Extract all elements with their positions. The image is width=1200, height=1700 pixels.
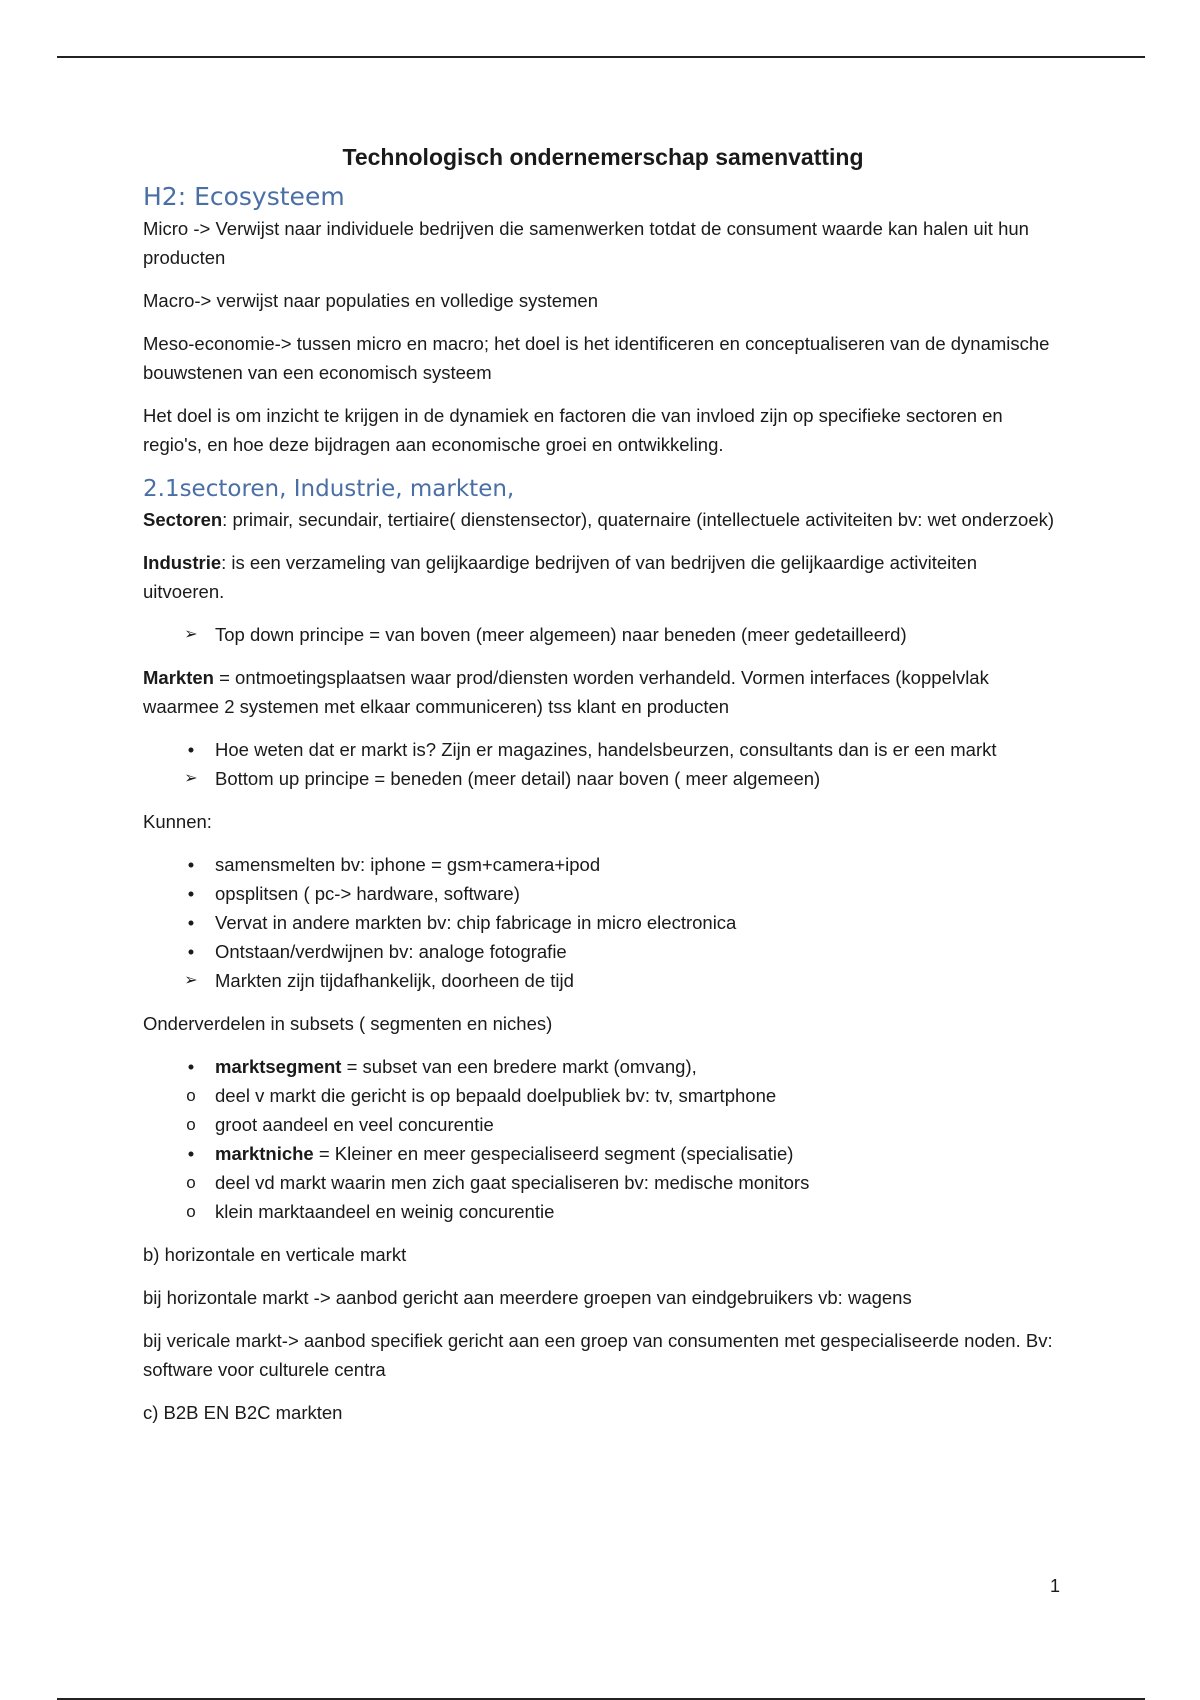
bullet-icon: • [187, 739, 195, 760]
paragraph-micro: Micro -> Verwijst naar individuele bedrijven die samenwerken totdat de consument waarde kan halen uit hun producten [143, 218, 1029, 268]
paragraph-industrie [143, 548, 1063, 606]
list-item-text: = subset van een bredere markt (omvang), [341, 1056, 697, 1077]
paragraph-verticaal: bij vericale markt-> aanbod specifiek gericht aan een groep van consumenten met gespecialiseerde noden. Bv: software voor culturele centra [143, 1330, 1053, 1380]
bullet-icon: • [187, 1143, 195, 1164]
subsets-list [143, 1052, 1063, 1226]
kunnen-label: Kunnen: [143, 811, 212, 832]
arrow-bullet-icon: ➢ [184, 972, 198, 989]
list-item-text: Vervat in andere markten bv: chip fabricage in micro electronica [215, 912, 737, 933]
bullet-icon: • [187, 1056, 195, 1077]
text-industrie: : is een verzameling van gelijkaardige bedrijven of van bedrijven die gelijkaardige activiteiten uitvoeren. [143, 552, 977, 602]
list-item [143, 966, 1063, 995]
paragraph-horizontaal: bij horizontale markt -> aanbod gericht aan meerdere groepen van eindgebruikers vb: wagens [143, 1287, 912, 1308]
top-down-list [143, 620, 1063, 649]
list-item [143, 764, 1063, 793]
bullet-icon: • [187, 854, 195, 875]
list-item-text: opsplitsen ( pc-> hardware, software) [215, 883, 520, 904]
bullet-icon: • [187, 883, 195, 904]
list-item-text: deel v markt die gericht is op bepaald doelpubliek bv: tv, smartphone [215, 1085, 777, 1106]
list-item [143, 879, 1063, 908]
text-markten: = ontmoetingsplaatsen waar prod/diensten worden verhandeld. Vormen interfaces (koppelvlak waarmee 2 systemen met elkaar communiceren) tss klant en producten [143, 667, 989, 717]
paragraph-markten [143, 663, 1063, 721]
markten-list [143, 735, 1063, 793]
list-item [143, 1168, 1063, 1197]
paragraph-macro: Macro-> verwijst naar populaties en volledige systemen [143, 290, 599, 311]
list-item-text: Ontstaan/verdwijnen bv: analoge fotografie [215, 941, 567, 962]
page-number: 1 [1049, 1576, 1060, 1596]
list-item-text: = Kleiner en meer gespecialiseerd segment (specialisatie) [313, 1143, 794, 1164]
heading-sectoren: 2.1sectoren, Industrie, markten, [143, 476, 515, 502]
onderverdelen-label: Onderverdelen in subsets ( segmenten en niches) [143, 1013, 553, 1034]
term-industrie: Industrie [143, 552, 222, 573]
paragraph-sectoren [143, 505, 1063, 534]
list-item [143, 850, 1063, 879]
list-item [143, 937, 1063, 966]
list-item-text: Hoe weten dat er markt is? Zijn er magazines, handelsbeurzen, consultants dan is er een markt [215, 739, 997, 760]
list-item-text: klein marktaandeel en weinig concurentie [215, 1201, 555, 1222]
bullet-icon: • [187, 912, 195, 933]
term-sectoren: Sectoren [143, 509, 223, 530]
list-item [143, 1052, 1063, 1081]
header-rule [57, 56, 1145, 58]
list-item [143, 735, 1063, 764]
text-sectoren: : primair, secundair, tertiaire( dienstensector), quaternaire (intellectuele activiteiten bv: wet onderzoek) [222, 509, 1055, 530]
term-marktniche: marktniche [215, 1143, 314, 1164]
list-item-text: groot aandeel en veel concurentie [215, 1114, 494, 1135]
list-item [143, 1139, 1063, 1168]
term-markten: Markten [143, 667, 214, 688]
arrow-bullet-icon: ➢ [184, 770, 198, 787]
list-item-text: deel vd markt waarin men zich gaat specialiseren bv: medische monitors [215, 1172, 810, 1193]
document-title: Technologisch ondernemerschap samenvatting [342, 144, 864, 170]
arrow-bullet-icon: ➢ [184, 626, 198, 643]
circle-bullet-icon: o [186, 1202, 196, 1221]
document-body [143, 140, 1063, 1441]
heading-ecosysteem: H2: Ecosysteem [143, 182, 345, 211]
list-item [143, 1110, 1063, 1139]
circle-bullet-icon: o [186, 1115, 196, 1134]
circle-bullet-icon: o [186, 1086, 196, 1105]
list-item-text: samensmelten bv: iphone = gsm+camera+ipod [215, 854, 601, 875]
list-item-text: Bottom up principe = beneden (meer detail) naar boven ( meer algemeen) [215, 768, 821, 789]
bullet-icon: • [187, 941, 195, 962]
list-item [143, 620, 1063, 649]
list-item-text: Markten zijn tijdafhankelijk, doorheen de tijd [215, 970, 574, 991]
paragraph-doel: Het doel is om inzicht te krijgen in de dynamiek en factoren die van invloed zijn op specifieke sectoren en regio's, en hoe deze bijdragen aan economische groei en ontwikkeling. [143, 405, 1003, 455]
term-marktsegment: marktsegment [215, 1056, 342, 1077]
kunnen-list [143, 850, 1063, 995]
circle-bullet-icon: o [186, 1173, 196, 1192]
list-item [143, 1197, 1063, 1226]
b2b-label: c) B2B EN B2C markten [143, 1402, 343, 1423]
horizontaal-label: b) horizontale en verticale markt [143, 1244, 407, 1265]
list-item-text: Top down principe = van boven (meer algemeen) naar beneden (meer gedetailleerd) [215, 624, 907, 645]
paragraph-meso: Meso-economie-> tussen micro en macro; het doel is het identificeren en conceptualiseren van de dynamische bouwstenen van een economisch systeem [143, 333, 1050, 383]
list-item [143, 908, 1063, 937]
list-item [143, 1081, 1063, 1110]
